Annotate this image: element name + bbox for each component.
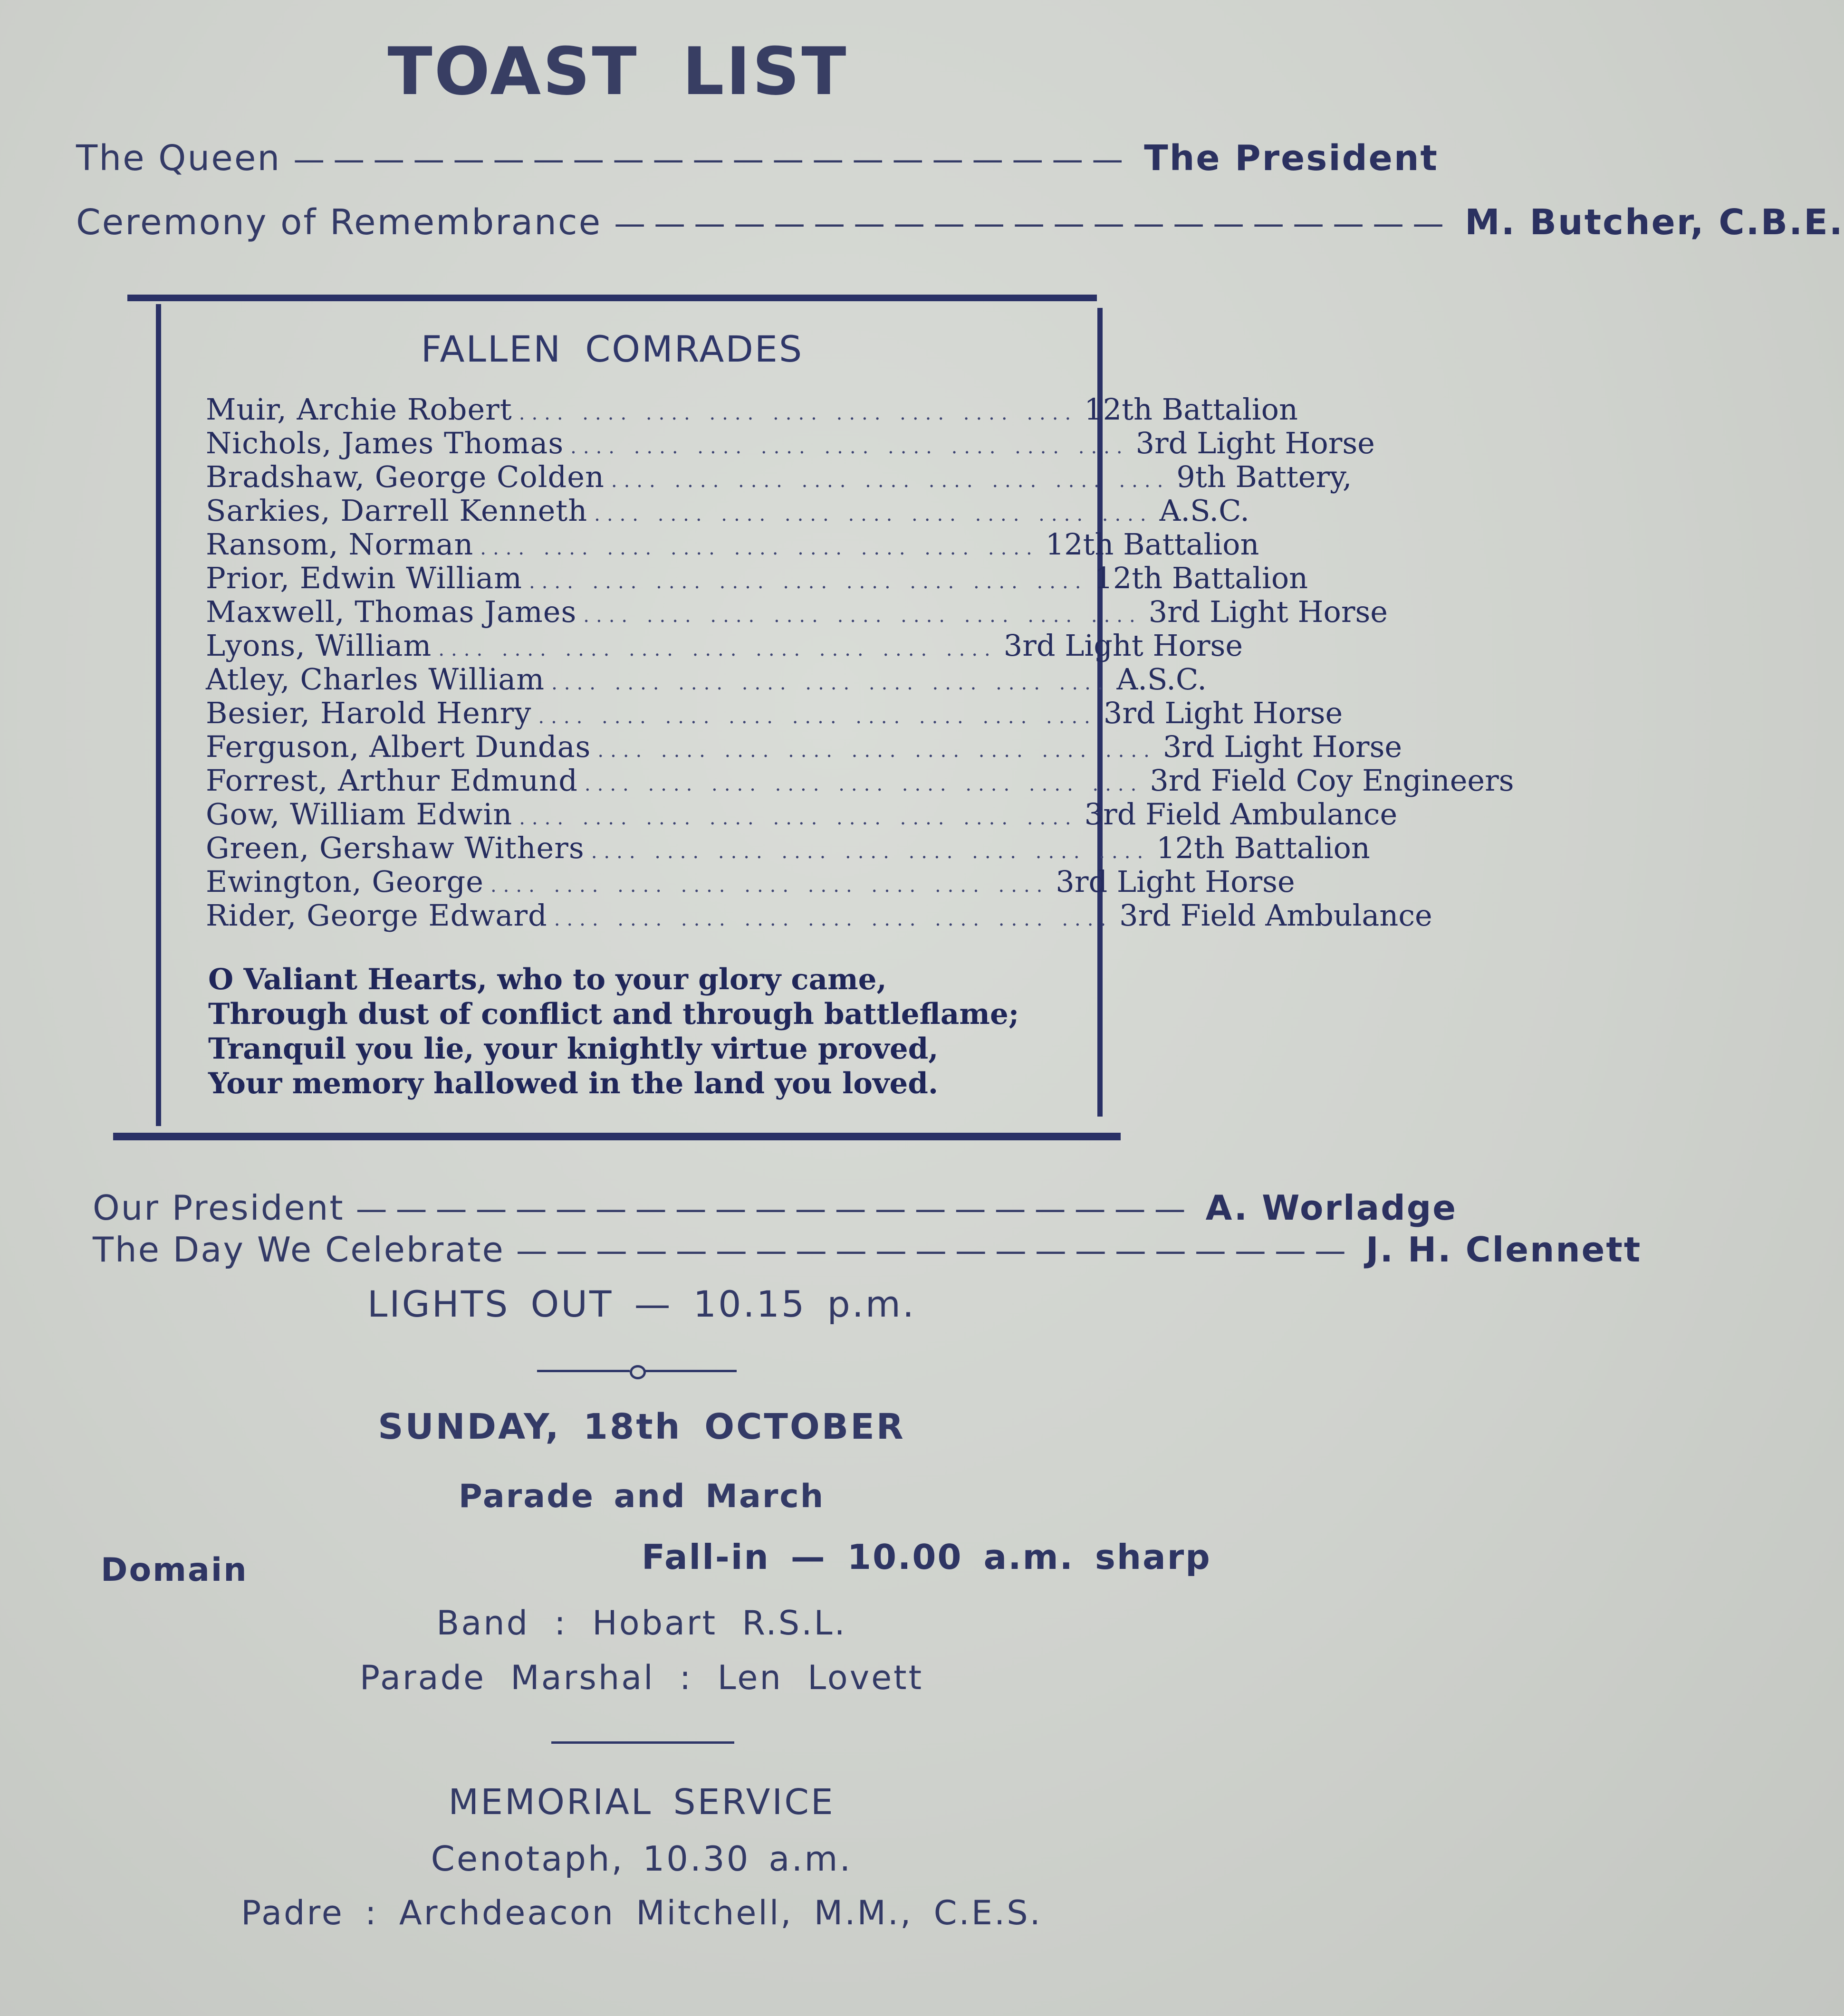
- comrade-unit: 3rd Light Horse: [1162, 729, 1402, 764]
- comrade-unit: 12th Battalion: [1156, 831, 1370, 865]
- list-item: [206, 561, 1308, 595]
- dash-leader: —————————————————————: [614, 205, 1453, 242]
- fallen-comrades-heading: FALLEN COMRADES: [421, 328, 804, 370]
- dot-leader: .... .... .... .... .... .... .... .... ....: [584, 774, 1143, 795]
- dot-leader: .... .... .... .... .... .... .... .... ....: [438, 639, 997, 660]
- dash-leader: —————————————————————: [355, 1191, 1194, 1227]
- list-item: [206, 831, 1370, 865]
- fall-in-time: Fall-in — 10.00 a.m. sharp: [642, 1537, 1211, 1577]
- dot-leader: .... .... .... .... .... .... .... .... ....: [583, 605, 1142, 627]
- dot-leader: .... .... .... .... .... .... .... .... ....: [519, 807, 1078, 829]
- list-item: [206, 459, 1352, 494]
- memorial-place-time: Cenotaph, 10.30 a.m.: [431, 1839, 853, 1879]
- box-rule-right: [1097, 308, 1103, 1117]
- toast-proposer: A. Worladge: [1205, 1188, 1458, 1228]
- ornament-circle: [630, 1365, 646, 1379]
- dot-leader: .... .... .... .... .... .... .... .... ....: [528, 571, 1088, 593]
- list-item: [206, 426, 1375, 460]
- verse-line: Your memory hallowed in the land you loved.: [208, 1067, 939, 1100]
- comrade-name: Ransom, Norman: [206, 527, 474, 562]
- toast-row: [76, 138, 1439, 179]
- parade-heading: Parade and March: [458, 1478, 825, 1515]
- dot-leader: .... .... .... .... .... .... .... .... ....: [538, 706, 1097, 728]
- dot-leader: .... .... .... .... .... .... .... .... ....: [519, 402, 1078, 424]
- band-line: Band : Hobart R.S.L.: [436, 1604, 847, 1643]
- page-title: TOAST LIST: [387, 33, 848, 110]
- dot-leader: .... .... .... .... .... .... .... .... ....: [591, 841, 1150, 863]
- toast-name: The Queen: [76, 138, 281, 179]
- comrade-name: Gow, William Edwin: [206, 797, 513, 831]
- comrade-name: Bradshaw, George Colden: [206, 459, 605, 494]
- toast-proposer: The President: [1144, 138, 1439, 179]
- dot-leader: .... .... .... .... .... .... .... .... ....: [611, 470, 1170, 492]
- comrade-unit: 3rd Light Horse: [1003, 628, 1243, 663]
- toast-name: Our President: [93, 1188, 345, 1228]
- comrades-list: [206, 392, 1514, 933]
- comrade-name: Green, Gershaw Withers: [206, 831, 585, 865]
- comrade-name: Rider, George Edward: [206, 898, 547, 933]
- list-item: [206, 493, 1249, 528]
- list-item: [206, 628, 1243, 663]
- dot-leader: .... .... .... .... .... .... .... .... ....: [554, 908, 1113, 930]
- comrade-name: Muir, Archie Robert: [206, 392, 512, 427]
- dot-leader: .... .... .... .... .... .... .... .... ....: [551, 672, 1110, 694]
- marshal-line: Parade Marshal : Len Lovett: [359, 1658, 924, 1697]
- comrade-unit: A.S.C.: [1159, 493, 1249, 528]
- comrade-name: Ferguson, Albert Dundas: [206, 729, 591, 764]
- comrade-name: Lyons, William: [206, 628, 432, 663]
- padre-line: Padre : Archdeacon Mitchell, M.M., C.E.S.: [241, 1893, 1042, 1932]
- comrade-name: Maxwell, Thomas James: [206, 594, 577, 629]
- dash-leader: —————————————————————: [516, 1233, 1354, 1269]
- list-item: [206, 729, 1402, 764]
- comrade-unit: 12th Battalion: [1084, 392, 1298, 427]
- comrade-unit: 12th Battalion: [1094, 561, 1308, 595]
- list-item: [206, 662, 1207, 697]
- comrade-name: Ewington, George: [206, 864, 484, 899]
- comrade-name: Atley, Charles William: [206, 662, 545, 697]
- ornament-line-left: [537, 1370, 630, 1372]
- sunday-heading: SUNDAY, 18th OCTOBER: [378, 1406, 905, 1447]
- list-item: [206, 527, 1259, 562]
- comrade-unit: 3rd Light Horse: [1056, 864, 1295, 899]
- section-divider: [551, 1741, 734, 1744]
- comrade-unit: A.S.C.: [1116, 662, 1207, 697]
- toast-name: The Day We Celebrate: [93, 1230, 505, 1270]
- dash-leader: —————————————————————: [293, 141, 1132, 178]
- dot-leader: .... .... .... .... .... .... .... .... ....: [480, 537, 1039, 559]
- comrade-unit: 3rd Light Horse: [1103, 696, 1343, 730]
- memorial-heading: MEMORIAL SERVICE: [448, 1782, 835, 1823]
- comrade-unit: 3rd Light Horse: [1135, 426, 1375, 460]
- fallen-comrades-box: [127, 295, 1514, 1140]
- toast-row: [76, 202, 1844, 243]
- ornament-line-right: [645, 1370, 737, 1372]
- location-label: Domain: [101, 1551, 248, 1589]
- verse-line: Tranquil you lie, your knightly virtue proved,: [208, 1032, 939, 1066]
- list-item: [206, 392, 1298, 427]
- list-item: [206, 864, 1295, 899]
- dot-leader: .... .... .... .... .... .... .... .... ....: [490, 875, 1049, 897]
- list-item: [206, 797, 1398, 831]
- box-rule-left: [156, 304, 161, 1126]
- comrade-unit: 9th Battery,: [1176, 459, 1352, 494]
- comrade-name: Sarkies, Darrell Kenneth: [206, 493, 588, 528]
- memorial-verse: [208, 962, 1019, 1101]
- comrade-name: Nichols, James Thomas: [206, 426, 564, 460]
- comrade-name: Prior, Edwin William: [206, 561, 522, 595]
- dot-leader: .... .... .... .... .... .... .... .... ....: [570, 436, 1129, 458]
- list-item: [206, 763, 1514, 798]
- comrade-unit: 3rd Field Ambulance: [1119, 898, 1432, 933]
- toast-proposer: M. Butcher, C.B.E.: [1465, 202, 1844, 243]
- list-item: [206, 594, 1388, 629]
- dot-leader: .... .... .... .... .... .... .... .... ....: [597, 740, 1156, 762]
- comrade-unit: 12th Battalion: [1045, 527, 1259, 562]
- closing-toasts: [93, 1188, 1642, 1271]
- ornament-divider: [537, 1364, 737, 1378]
- verse-line: Through dust of conflict and through battleflame;: [208, 997, 1019, 1031]
- comrade-unit: 3rd Field Coy Engineers: [1150, 763, 1514, 798]
- toast-proposer: J. H. Clennett: [1365, 1230, 1642, 1270]
- comrade-name: Forrest, Arthur Edmund: [206, 763, 578, 798]
- comrade-name: Besier, Harold Henry: [206, 696, 532, 730]
- box-rule-bottom: [113, 1133, 1121, 1140]
- toast-row: [93, 1188, 1458, 1230]
- list-item: [206, 696, 1343, 730]
- comrade-unit: 3rd Light Horse: [1148, 594, 1388, 629]
- comrade-unit: 3rd Field Ambulance: [1084, 797, 1398, 831]
- toast-row: [93, 1230, 1642, 1271]
- list-item: [206, 898, 1432, 933]
- lights-out-line: LIGHTS OUT — 10.15 p.m.: [367, 1283, 916, 1325]
- toast-name: Ceremony of Remembrance: [76, 202, 602, 243]
- dot-leader: .... .... .... .... .... .... .... .... ....: [594, 504, 1153, 525]
- verse-line: O Valiant Hearts, who to your glory came,: [208, 963, 887, 996]
- box-rule-top: [127, 295, 1097, 301]
